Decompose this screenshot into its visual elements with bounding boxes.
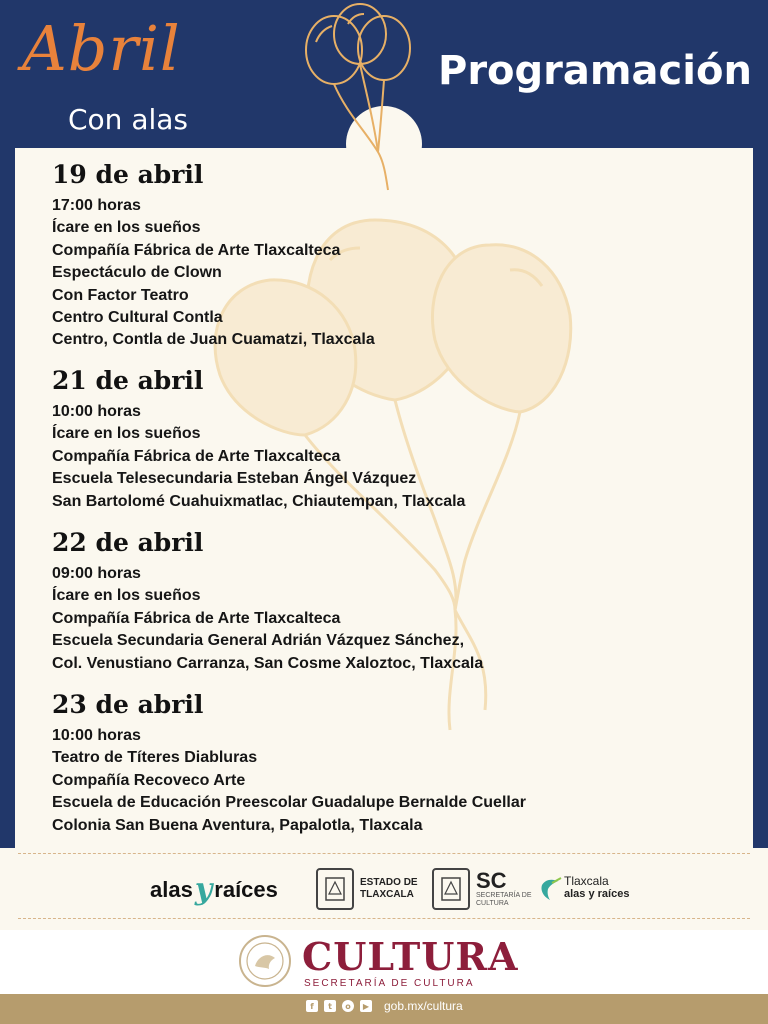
alas-y-raices-logo: alas y raíces [150, 872, 278, 907]
footer-url-link[interactable]: gob.mx/cultura [384, 999, 463, 1013]
event-company: Compañía Recoveco Arte [52, 771, 246, 789]
cultura-logo-word: CULTURA [302, 934, 519, 979]
event-address: Colonia San Buena Aventura, Papalotla, Tlaxcala [52, 816, 423, 834]
event-venue: Escuela Secundaria General Adrián Vázquez Sánchez, [52, 632, 465, 650]
facebook-icon[interactable]: f [306, 1000, 318, 1012]
event-date: 21 de abril [52, 366, 204, 395]
cultura-logo-subtitle: SECRETARÍA DE CULTURA [304, 978, 475, 989]
event-title: Ícare en los sueños [52, 219, 201, 237]
right-border [753, 148, 768, 848]
event-venue: Centro Cultural Contla [52, 309, 223, 327]
secretaria-cultura-logo: SC SECRETARÍA DE CULTURA [432, 868, 532, 910]
event-venue: Escuela Telesecundaria Esteban Ángel Vázquez [52, 470, 417, 488]
divider [18, 853, 750, 854]
event-item [52, 688, 526, 837]
instagram-icon[interactable]: o [342, 1000, 354, 1012]
event-address: Col. Venustiano Carranza, San Cosme Xaloztoc, Tlaxcala [52, 654, 484, 672]
footer-bar [0, 994, 768, 1024]
event-venue: Escuela de Educación Preescolar Guadalupe Bernalde Cuellar [52, 794, 526, 812]
event-item [52, 364, 465, 513]
event-title: Ícare en los sueños [52, 587, 201, 605]
event-address: San Bartolomé Cuahuixmatlac, Chiautempan, Tlaxcala [52, 492, 466, 510]
event-time: 17:00 horas [52, 197, 141, 214]
left-border [0, 148, 15, 848]
divider [18, 918, 750, 919]
youtube-icon[interactable]: ▶ [360, 1000, 372, 1012]
brand-tagline: Con alas [68, 103, 189, 136]
twitter-icon[interactable]: t [324, 1000, 336, 1012]
event-title: Ícare en los sueños [52, 425, 201, 443]
event-title: Teatro de Títeres Diabluras [52, 749, 258, 767]
event-item [52, 158, 375, 352]
hummingbird-icon [538, 875, 562, 901]
event-time: 09:00 horas [52, 565, 141, 582]
page-title: Programación [438, 48, 752, 94]
event-address: Centro, Contla de Juan Cuamatzi, Tlaxcala [52, 331, 375, 349]
event-detail: Espectáculo de Clown [52, 264, 222, 282]
tlaxcala-seal-icon [316, 868, 354, 910]
event-date: 19 de abril [52, 160, 204, 189]
tlaxcala-alas-y-raices-logo: Tlaxcala alas y raíces [538, 874, 629, 901]
event-company: Compañía Fábrica de Arte Tlaxcalteca [52, 609, 341, 627]
partner-logos [0, 866, 768, 914]
brand-abril: Abril [22, 12, 181, 85]
event-date: 22 de abril [52, 528, 204, 557]
event-company: Compañía Fábrica de Arte Tlaxcalteca [52, 447, 341, 465]
event-time: 10:00 horas [52, 727, 141, 744]
tlaxcala-seal-icon [432, 868, 470, 910]
event-company: Compañía Fábrica de Arte Tlaxcalteca [52, 241, 341, 259]
event-item [52, 526, 483, 675]
event-time: 10:00 horas [52, 403, 141, 420]
estado-tlaxcala-logo: ESTADO DE TLAXCALA [316, 868, 418, 910]
event-detail: Con Factor Teatro [52, 286, 189, 304]
national-emblem-icon [238, 934, 292, 988]
event-date: 23 de abril [52, 690, 204, 719]
